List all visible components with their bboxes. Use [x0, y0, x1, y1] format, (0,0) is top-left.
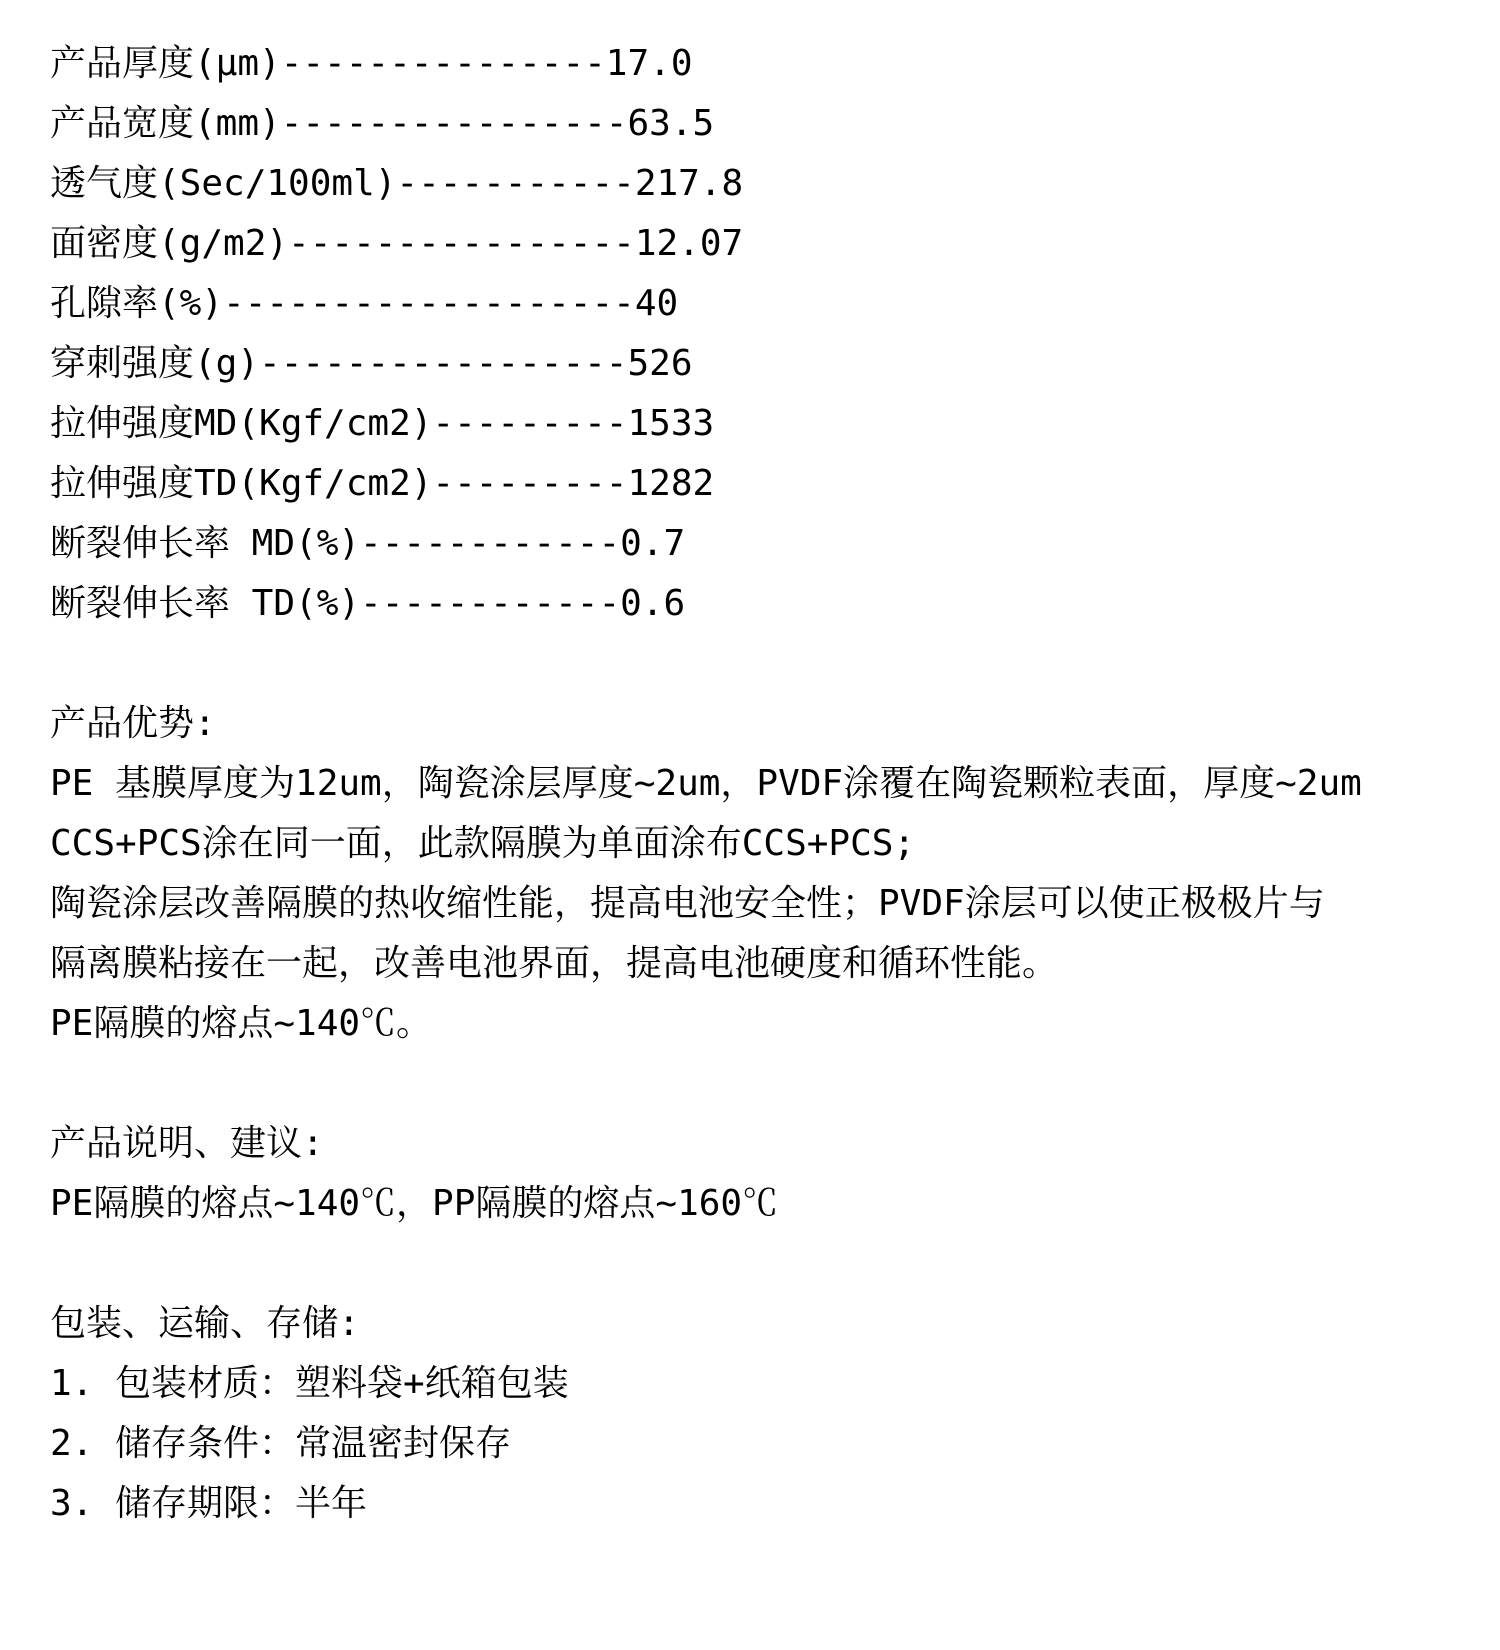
advantages-line: 隔离膜粘接在一起，改善电池界面，提高电池硬度和循环性能。	[50, 943, 1059, 984]
storage-item: 3. 储存期限：半年	[50, 1483, 368, 1524]
spec-thickness: 产品厚度(μm)---------------17.0	[50, 43, 693, 84]
notes-line: PE隔膜的熔点~140℃，PP隔膜的熔点~160℃	[50, 1183, 779, 1224]
section-gap	[50, 1054, 1470, 1114]
notes-heading: 产品说明、建议:	[50, 1123, 324, 1164]
spec-tensile-md: 拉伸强度MD(Kgf/cm2)---------1533	[50, 403, 715, 444]
spec-porosity: 孔隙率(%)-------------------40	[50, 283, 679, 324]
spec-air-permeability: 透气度(Sec/100ml)-----------217.8	[50, 163, 744, 204]
advantages-line: 陶瓷涂层改善隔膜的热收缩性能，提高电池安全性；PVDF涂层可以使正极极片与	[50, 883, 1325, 924]
spec-tensile-td: 拉伸强度TD(Kgf/cm2)---------1282	[50, 463, 715, 504]
spec-elongation-md: 断裂伸长率 MD(%)------------0.7	[50, 523, 686, 564]
spec-width: 产品宽度(mm)----------------63.5	[50, 103, 715, 144]
spec-elongation-td: 断裂伸长率 TD(%)------------0.6	[50, 583, 686, 624]
advantages-line: CCS+PCS涂在同一面，此款隔膜为单面涂布CCS+PCS;	[50, 823, 916, 864]
advantages-line: PE隔膜的熔点~140℃。	[50, 1003, 433, 1044]
storage-heading: 包装、运输、存储:	[50, 1303, 360, 1344]
section-gap	[50, 1234, 1470, 1294]
section-gap	[50, 634, 1470, 694]
document-body	[50, 34, 1470, 1534]
storage-item: 1. 包装材质：塑料袋+纸箱包装	[50, 1363, 569, 1404]
advantages-heading: 产品优势:	[50, 703, 216, 744]
storage-item: 2. 储存条件：常温密封保存	[50, 1423, 512, 1464]
advantages-line: PE 基膜厚度为12um，陶瓷涂层厚度~2um，PVDF涂覆在陶瓷颗粒表面，厚度~2um	[50, 763, 1362, 804]
spec-puncture-strength: 穿刺强度(g)-----------------526	[50, 343, 693, 384]
spec-areal-density: 面密度(g/m2)----------------12.07	[50, 223, 744, 264]
